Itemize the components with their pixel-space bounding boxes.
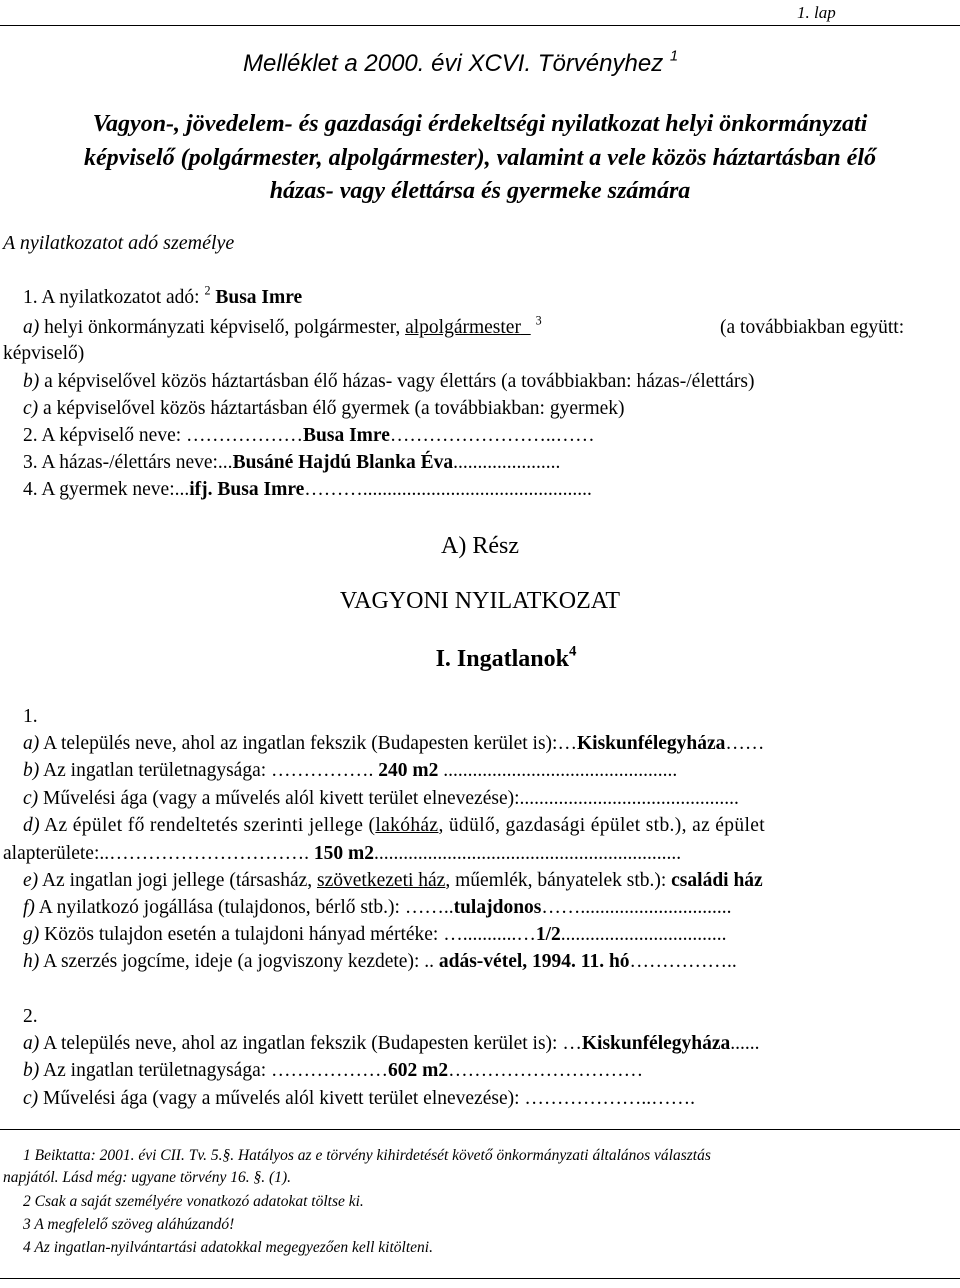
spouse-name-trail: ......................: [453, 452, 561, 473]
p1-d-text-2: , üdülő, gazdasági épület stb.), az épület: [438, 815, 766, 836]
p1-b-trail: ................................................: [438, 760, 678, 781]
property-2-row-c: [23, 1087, 695, 1111]
declarant-item-1-prefix: 1. A nyilatkozatot adó:: [23, 287, 200, 308]
p1-label-f: f): [23, 897, 35, 918]
p1-g-value: 1/2: [535, 924, 561, 945]
p1-g-text: Közös tulajdon esetén a tulajdoni hányad mértéke: …...........…: [44, 924, 536, 945]
section-i-text: I. Ingatlanok: [435, 646, 569, 672]
part-a-title: VAGYONI NYILATKOZAT: [339, 588, 621, 614]
declarant-role-b: [23, 370, 754, 394]
role-b-text: a képviselővel közös háztartásban élő házas- vagy élettárs (a továbbiakban: házas-/élettárs): [44, 371, 755, 392]
p2-c-text: Művelési ága (vagy a művelés alól kivett terület elnevezése): ………………..…….: [43, 1088, 696, 1109]
p1-label-b: b): [23, 760, 40, 781]
p1-d-cont: alapterülete:..………………………….: [3, 843, 314, 864]
p2-label-c: c): [23, 1088, 39, 1109]
p1-d-trail: ...............................................................: [373, 843, 682, 864]
p1-b-value: 240 m2: [378, 760, 439, 781]
p1-h-trail: ……………..: [629, 951, 737, 972]
footnote-ref-4: 4: [568, 643, 577, 660]
p2-b-trail: …………………………: [448, 1060, 644, 1081]
property-1-row-f: [23, 896, 732, 920]
property-1-row-b: [23, 759, 677, 783]
declarant-name: Busa Imre: [215, 287, 303, 308]
p2-a-text: A település neve, ahol az ingatlan fekszik (Budapesten kerület is): …: [43, 1033, 582, 1054]
child-name-row: [23, 478, 592, 502]
footnote-1-line-1: 1 Beiktatta: 2001. évi CII. Tv. 5.§. Hatályos az e törvény kihirdetését követő önkormányzati általános választás: [23, 1147, 711, 1164]
part-a-heading: A) Rész: [441, 533, 519, 559]
footnote-3: 3 A megfelelő szöveg aláhúzandó!: [23, 1216, 235, 1233]
p2-label-b: b): [23, 1060, 40, 1081]
property-1-row-d-cont: [3, 842, 681, 866]
heading-line-1: Vagyon-, jövedelem- és gazdasági érdekeltségi nyilatkozat helyi önkormányzati: [92, 111, 868, 137]
property-1-row-d: [23, 814, 765, 838]
property-1-row-h: [23, 950, 737, 974]
bottom-rule: [0, 1278, 960, 1279]
footnote-ref-3: 3: [535, 313, 542, 328]
p1-label-e: e): [23, 870, 39, 891]
p1-h-value: adás-vétel, 1994. 11. hó: [438, 951, 630, 972]
p1-g-trail: ..................................: [560, 924, 727, 945]
p1-label-d: d): [23, 815, 40, 836]
footnote-ref-2: 2: [204, 283, 211, 298]
top-rule: [0, 25, 960, 26]
p1-label-g: g): [23, 924, 40, 945]
label-b: b): [23, 371, 40, 392]
role-c-text: a képviselővel közös háztartásban élő gyermek (a továbbiakban: gyermek): [43, 398, 625, 419]
p1-h-text: A szerzés jogcíme, ideje (a jogviszony kezdete): ..: [43, 951, 439, 972]
footnote-separator: [0, 1129, 960, 1130]
p2-label-a: a): [23, 1033, 40, 1054]
role-a-continuation: képviselő): [3, 343, 85, 364]
document-title-text: Melléklet a 2000. évi XCVI. Törvényhez: [243, 50, 664, 77]
footnote-1-line-2: napjától. Lásd még: ugyane törvény 16. §. (1).: [3, 1169, 291, 1186]
p1-b-text: Az ingatlan területnagysága: …………….: [43, 760, 379, 781]
spouse-name-row: [23, 451, 560, 475]
p1-f-value: tulajdonos: [453, 897, 542, 918]
heading-line-2: képviselő (polgármester, alpolgármester), valamint a vele közös háztartásban élő: [84, 145, 876, 171]
p2-a-trail: ......: [730, 1033, 760, 1054]
p1-e-value: családi ház: [671, 870, 763, 891]
child-name-prefix: 4. A gyermek neve:...: [23, 479, 190, 500]
p1-a-value: Kiskunfélegyháza: [576, 733, 726, 754]
title-footnote-ref: 1: [669, 48, 679, 65]
declarant-item-1: [23, 283, 303, 310]
p1-d-value: 150 m2: [313, 843, 374, 864]
role-a-underlined: alpolgármester: [405, 317, 521, 338]
spouse-name-value: Busáné Hajdú Blanka Éva: [232, 452, 454, 473]
property-1-row-g: [23, 923, 727, 947]
property-1-row-e: [23, 869, 763, 893]
representative-name-dots: ………………: [186, 425, 304, 446]
p1-d-text-1: Az épület fő rendeltetés szerinti jellege (: [44, 815, 376, 836]
representative-name-prefix: 2. A képviselő neve:: [23, 425, 187, 446]
declarant-section-label: A nyilatkozatot adó személye: [3, 232, 235, 254]
footnote-2: 2 Csak a saját személyére vonatkozó adatokat töltse ki.: [23, 1193, 364, 1210]
p1-e-underlined: szövetkezeti ház: [317, 870, 446, 891]
representative-name-row: [23, 424, 595, 448]
p1-c-text: Művelési ága (vagy a művelés alól kivett terület elnevezése):.............................................: [43, 788, 739, 809]
property-2-row-a: [23, 1032, 760, 1056]
declarant-role-c: [23, 397, 625, 421]
heading-line-3: házas- vagy élettársa és gyermeke számára: [269, 178, 691, 204]
p2-a-value: Kiskunfélegyháza: [581, 1033, 731, 1054]
p1-label-a: a): [23, 733, 40, 754]
p1-d-underlined: lakóház: [375, 815, 439, 836]
declarant-role-a: [23, 313, 542, 340]
property-2-number: 2.: [23, 1006, 38, 1027]
p1-label-c: c): [23, 788, 39, 809]
p1-a-text: A település neve, ahol az ingatlan fekszik (Budapesten kerület is):…: [43, 733, 577, 754]
role-a-text: helyi önkormányzati képviselő, polgármester,: [44, 317, 401, 338]
label-a: a): [23, 317, 40, 338]
p1-label-h: h): [23, 951, 40, 972]
page-label: 1. lap: [797, 3, 836, 22]
p2-b-value: 602 m2: [388, 1060, 449, 1081]
representative-name-value: Busa Imre: [303, 425, 390, 446]
role-a-suffix: (a továbbiakban együtt:: [720, 317, 905, 338]
property-1-row-a: [23, 732, 764, 756]
label-c: c): [23, 398, 39, 419]
section-i-heading: [0, 643, 960, 673]
document-title: [243, 50, 678, 78]
p2-b-text: Az ingatlan területnagysága: ………………: [43, 1060, 389, 1081]
child-name-value: ifj. Busa Imre: [189, 479, 305, 500]
child-name-trail: ………...............................................: [304, 479, 592, 500]
p1-f-trail: ……...............................: [541, 897, 732, 918]
p1-e-text-2: , műemlék, bányatelek stb.):: [445, 870, 672, 891]
p1-a-trail: ……: [725, 733, 765, 754]
property-1-row-c: [23, 787, 739, 811]
spouse-name-prefix: 3. A házas-/élettárs neve:...: [23, 452, 233, 473]
representative-name-trail: ……………………..……: [389, 425, 595, 446]
p1-e-text-1: Az ingatlan jogi jellege (társasház,: [41, 870, 318, 891]
property-1-number: 1.: [23, 706, 38, 727]
p1-f-text: A nyilatkozó jogállása (tulajdonos, bérlő stb.): ……..: [38, 897, 454, 918]
property-2-row-b: [23, 1059, 643, 1083]
footnote-4: 4 Az ingatlan-nyilvántartási adatokkal megegyezően kell kitölteni.: [23, 1239, 433, 1256]
